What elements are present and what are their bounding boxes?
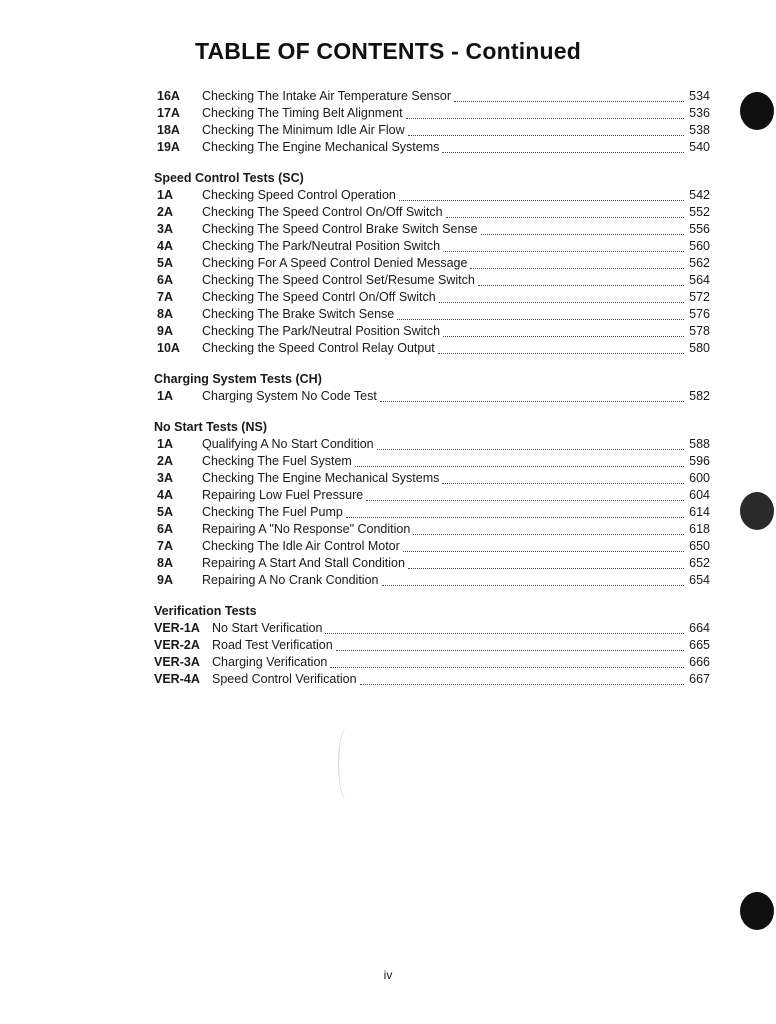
dot-leader: [397, 319, 684, 320]
dot-leader: [382, 585, 685, 586]
toc-entry[interactable]: [154, 388, 710, 405]
entry-title: Checking The Engine Mechanical Systems: [202, 140, 440, 154]
entry-page-number: 536: [689, 106, 710, 120]
toc-section: [154, 371, 710, 405]
entry-number: 5A: [157, 256, 173, 270]
toc-entry[interactable]: [154, 272, 710, 289]
dot-leader: [446, 217, 684, 218]
toc-entry[interactable]: [154, 555, 710, 572]
entry-title: Checking The Timing Belt Alignment: [202, 106, 403, 120]
toc-entry[interactable]: [154, 88, 710, 105]
section-heading: Charging System Tests (CH): [154, 372, 322, 386]
dot-leader: [443, 336, 684, 337]
toc-entry[interactable]: [154, 436, 710, 453]
dot-leader: [406, 118, 684, 119]
entry-page-number: 618: [689, 522, 710, 536]
entry-title: Repairing A Start And Stall Condition: [202, 556, 405, 570]
entry-page-number: 604: [689, 488, 710, 502]
dot-leader: [360, 684, 684, 685]
dot-leader: [439, 302, 684, 303]
entry-number: 8A: [157, 307, 173, 321]
entry-number: 3A: [157, 471, 173, 485]
entry-title: Qualifying A No Start Condition: [202, 437, 374, 451]
toc-section: [154, 170, 710, 357]
entry-number: 7A: [157, 539, 173, 553]
entry-number: 10A: [157, 341, 180, 355]
entry-number: 5A: [157, 505, 173, 519]
entry-title: Checking The Minimum Idle Air Flow: [202, 123, 405, 137]
toc-entry[interactable]: [154, 470, 710, 487]
toc-entry[interactable]: [154, 139, 710, 156]
dot-leader: [408, 568, 684, 569]
entry-title: Repairing A No Crank Condition: [202, 573, 379, 587]
toc-entry[interactable]: [154, 521, 710, 538]
entry-page-number: 578: [689, 324, 710, 338]
dot-leader: [380, 401, 684, 402]
dot-leader: [346, 517, 684, 518]
toc-entry[interactable]: [154, 453, 710, 470]
dot-leader: [408, 135, 684, 136]
entry-page-number: 652: [689, 556, 710, 570]
dot-leader: [478, 285, 684, 286]
entry-number: 18A: [157, 123, 180, 137]
entry-page-number: 654: [689, 573, 710, 587]
toc-entry[interactable]: [154, 620, 710, 637]
entry-page-number: 650: [689, 539, 710, 553]
dot-leader: [336, 650, 684, 651]
entry-title: Charging Verification: [212, 655, 328, 669]
entry-number: 7A: [157, 290, 173, 304]
binder-hole-icon: [740, 892, 774, 930]
entry-number: 4A: [157, 488, 173, 502]
entry-page-number: 666: [689, 655, 710, 669]
toc-section: [154, 419, 710, 589]
dot-leader: [442, 152, 684, 153]
page-title: TABLE OF CONTENTS - Continued: [194, 38, 582, 64]
dot-leader: [481, 234, 684, 235]
entry-number: 8A: [157, 556, 173, 570]
entry-title: Checking Speed Control Operation: [202, 188, 396, 202]
entry-title: Repairing A "No Response" Condition: [202, 522, 411, 536]
entry-number: 9A: [157, 573, 173, 587]
dot-leader: [443, 251, 684, 252]
entry-number: 6A: [157, 273, 173, 287]
toc-entry[interactable]: [154, 187, 710, 204]
entry-title: Checking The Fuel Pump: [202, 505, 343, 519]
toc-entry[interactable]: [154, 238, 710, 255]
entry-title: Checking The Fuel System: [202, 454, 352, 468]
entry-page-number: 560: [689, 239, 710, 253]
dot-leader: [325, 633, 684, 634]
entry-title: Checking The Engine Mechanical Systems: [202, 471, 440, 485]
toc-entry[interactable]: [154, 221, 710, 238]
entry-page-number: 564: [689, 273, 710, 287]
toc-entry[interactable]: [154, 487, 710, 504]
toc-entry[interactable]: [154, 289, 710, 306]
entry-number: 4A: [157, 239, 173, 253]
toc-entry[interactable]: [154, 637, 710, 654]
dot-leader: [355, 466, 684, 467]
toc-entry[interactable]: [154, 122, 710, 139]
dot-leader: [377, 449, 684, 450]
dot-leader: [366, 500, 684, 501]
dot-leader: [454, 101, 684, 102]
entry-number: 16A: [157, 89, 180, 103]
entry-page-number: 664: [689, 621, 710, 635]
entry-number: 1A: [157, 389, 173, 403]
entry-number: 2A: [157, 205, 173, 219]
entry-number: 3A: [157, 222, 173, 236]
toc-entry[interactable]: [154, 105, 710, 122]
section-heading: Verification Tests: [154, 604, 257, 618]
entry-page-number: 542: [689, 188, 710, 202]
section-heading: Speed Control Tests (SC): [154, 171, 304, 185]
section-heading: No Start Tests (NS): [154, 420, 267, 434]
scan-artifact: [338, 728, 355, 800]
entry-number: VER-1A: [154, 621, 200, 635]
toc-entry[interactable]: [154, 204, 710, 221]
entry-title: Checking The Idle Air Control Motor: [202, 539, 400, 553]
entry-page-number: 534: [689, 89, 710, 103]
entry-title: No Start Verification: [212, 621, 323, 635]
toc-entry[interactable]: [154, 323, 710, 340]
entry-title: Checking The Park/Neutral Position Switch: [202, 324, 441, 338]
entry-number: VER-3A: [154, 655, 200, 669]
entry-page-number: 552: [689, 205, 710, 219]
toc-entry[interactable]: [154, 671, 710, 688]
entry-title: Road Test Verification: [212, 638, 333, 652]
entry-page-number: 596: [689, 454, 710, 468]
toc-entry[interactable]: [154, 504, 710, 521]
entry-page-number: 588: [689, 437, 710, 451]
toc-entry[interactable]: [154, 654, 710, 671]
binder-hole-icon: [740, 492, 774, 530]
entry-number: 6A: [157, 522, 173, 536]
entry-number: 1A: [157, 437, 173, 451]
toc-entry[interactable]: [154, 340, 710, 357]
entry-number: 9A: [157, 324, 173, 338]
entry-page-number: 562: [689, 256, 710, 270]
entry-number: 19A: [157, 140, 180, 154]
dot-leader: [330, 667, 684, 668]
entry-number: VER-2A: [154, 638, 200, 652]
entry-page-number: 582: [689, 389, 710, 403]
dot-leader: [470, 268, 684, 269]
toc-section: [154, 603, 710, 688]
entry-title: Checking The Speed Control On/Off Switch: [202, 205, 443, 219]
entry-page-number: 540: [689, 140, 710, 154]
entry-title: Checking For A Speed Control Denied Message: [202, 256, 468, 270]
entry-page-number: 538: [689, 123, 710, 137]
toc-section: [154, 88, 710, 156]
page-number: iv: [383, 968, 393, 982]
entry-number: 2A: [157, 454, 173, 468]
table-of-contents: [154, 88, 710, 702]
entry-page-number: 572: [689, 290, 710, 304]
toc-entry[interactable]: [154, 538, 710, 555]
toc-entry[interactable]: [154, 572, 710, 589]
entry-page-number: 556: [689, 222, 710, 236]
entry-number: 1A: [157, 188, 173, 202]
entry-number: 17A: [157, 106, 180, 120]
entry-page-number: 614: [689, 505, 710, 519]
entry-title: Checking The Brake Switch Sense: [202, 307, 395, 321]
entry-title: Checking The Speed Control Brake Switch Sense: [202, 222, 478, 236]
entry-title: Checking the Speed Control Relay Output: [202, 341, 435, 355]
entry-title: Checking The Speed Control Set/Resume Switch: [202, 273, 475, 287]
entry-title: Charging System No Code Test: [202, 389, 377, 403]
entry-page-number: 600: [689, 471, 710, 485]
dot-leader: [399, 200, 684, 201]
entry-page-number: 576: [689, 307, 710, 321]
entry-page-number: 667: [689, 672, 710, 686]
entry-page-number: 580: [689, 341, 710, 355]
entry-title: Speed Control Verification: [212, 672, 357, 686]
binder-hole-icon: [740, 92, 774, 130]
entry-title: Checking The Park/Neutral Position Switch: [202, 239, 441, 253]
entry-title: Repairing Low Fuel Pressure: [202, 488, 364, 502]
entry-title: Checking The Speed Contrl On/Off Switch: [202, 290, 436, 304]
entry-number: VER-4A: [154, 672, 200, 686]
dot-leader: [403, 551, 684, 552]
entry-title: Checking The Intake Air Temperature Sensor: [202, 89, 451, 103]
toc-entry[interactable]: [154, 306, 710, 323]
dot-leader: [413, 534, 684, 535]
dot-leader: [438, 353, 684, 354]
dot-leader: [442, 483, 684, 484]
entry-page-number: 665: [689, 638, 710, 652]
toc-entry[interactable]: [154, 255, 710, 272]
